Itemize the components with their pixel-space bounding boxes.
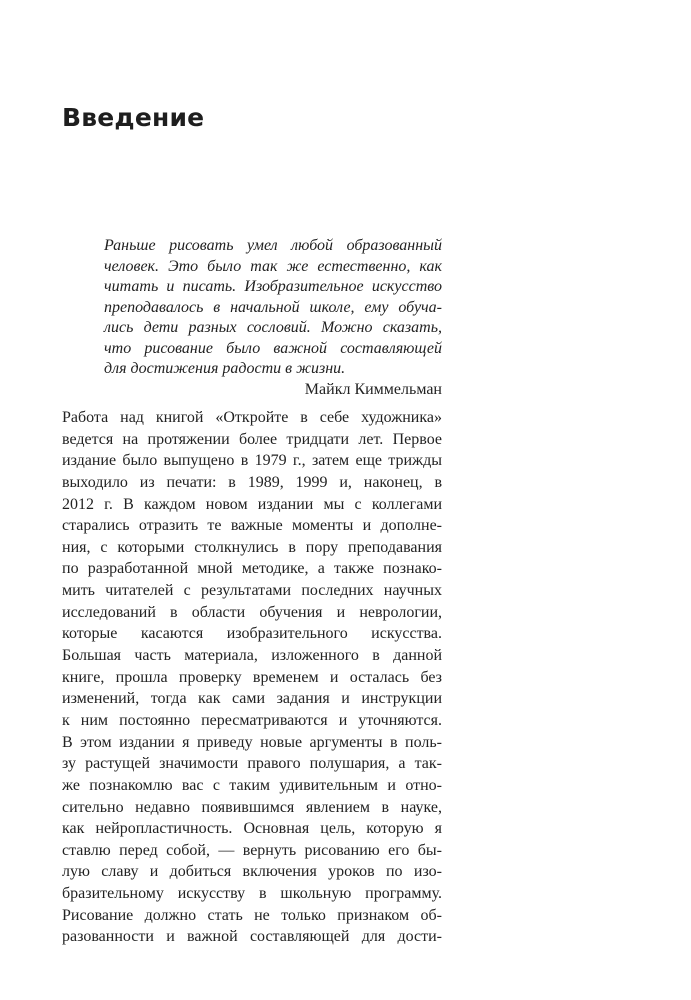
epigraph-line: лись дети разных сословий. Можно сказать, [104,319,442,336]
body-line: ставлю перед собой, — вернуть рисованию его бы- [62,841,442,859]
body-line: Большая часть материала, изложенного в данной [62,647,442,665]
body-text [62,407,442,948]
epigraph-line: преподавалось в начальной школе, ему обуча- [104,298,442,316]
body-line: Работа над книгой «Откройте в себе художника» [62,409,442,426]
body-line: как нейропластичность. Основная цель, которую я [62,820,442,838]
body-line: бразительному искусству в школьную программу. [62,885,442,903]
body-line: 2012 г. В каждом новом издании мы с коллегами [62,495,442,513]
body-line: издание было выпущено в 1979 г., затем еще трижды [62,452,442,470]
epigraph [104,236,442,400]
body-line: зу растущей значимости правого полушария, а так- [62,755,442,773]
body-line: которые касаются изобразительного искусства. [62,625,442,643]
body-line: изменений, тогда как сами задания и инструкции [62,690,442,708]
body-line: Рисование должно стать не только признаком об- [62,906,442,924]
epigraph-line: для достижения радости в жизни. [104,360,346,377]
body-line: В этом издании я приведу новые аргументы в поль- [62,733,442,751]
body-line: к ним постоянно пересматриваются и уточняются. [62,711,442,729]
body-line: ведется на протяжении более тридцати лет. Первое [62,430,442,448]
body-line: исследований в области обучения и неврологии, [62,603,442,621]
body-line: мить читателей с результатами последних научных [62,582,442,600]
chapter-title: Введение [62,103,205,132]
body-line: же познакомлю вас с таким удивительным и отно- [62,776,442,794]
body-line: по разработанной мной методике, а также познако- [62,560,442,578]
body-line: разованности и важной составляющей для дости- [62,928,442,946]
epigraph-line: читать и писать. Изобразительное искусство [104,278,442,295]
body-line: ния, с которыми столкнулись в пору преподавания [62,538,442,556]
body-line: лую славу и добиться включения уроков по изо- [62,863,442,881]
body-line: старались отразить те важные моменты и дополне- [62,517,442,535]
body-line: книге, прошла проверку временем и осталась без [62,668,442,686]
body-line: выходило из печати: в 1989, 1999 и, наконец, в [62,473,442,491]
epigraph-line: человек. Это было так же естественно, как [104,257,442,275]
epigraph-line: что рисование было важной составляющей [104,339,442,357]
epigraph-author: Майкл Киммельман [304,380,442,398]
body-line: сительно недавно появившимся явлением в науке, [62,798,442,816]
epigraph-line: Раньше рисовать умел любой образованный [104,237,442,254]
